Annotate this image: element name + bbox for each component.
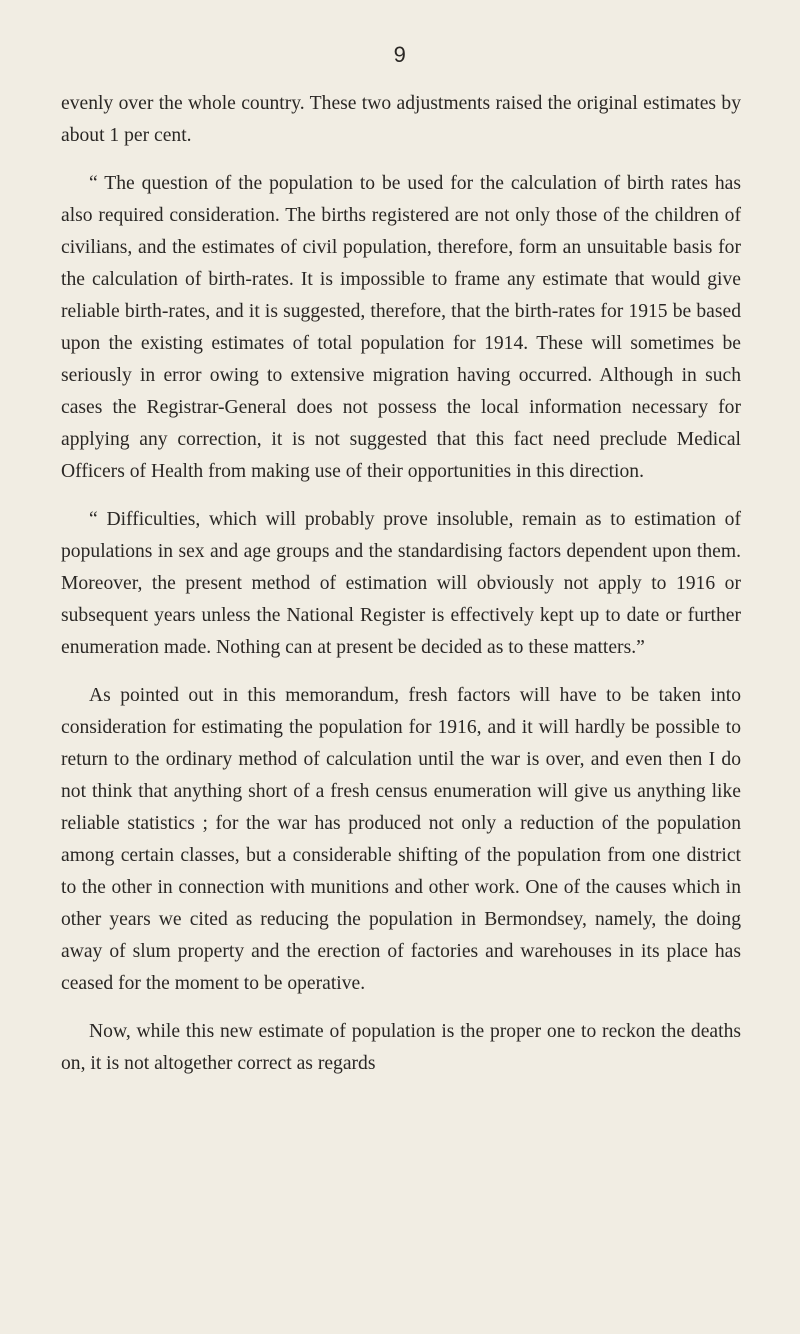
page-number: 9	[393, 42, 407, 67]
body-text	[61, 88, 741, 1096]
paragraph-difficulties: “ Difficulties, which will probably prove insoluble, remain as to estimation of populations in sex and age groups and the standardising factors dependent upon them. Moreover, the present method of estimation will obviously not apply to 1916 or subsequent years unless the National Register is effectively kept up to date or further enumeration made. Nothing can at present be decided as to these matters.”	[61, 509, 741, 658]
paragraph-birth-rate-population: “ The question of the population to be used for the calculation of birth rates has also required consideration. The births registered are not only those of the children of civilians, and the estimates of civil population, therefore, form an unsuitable basis for the calculation of birth-rates. It is impossible to frame any estimate that would give reliable birth-rates, and it is suggested, therefore, that the birth-rates for 1915 be based upon the existing estimates of total population for 1914. These will sometimes be seriously in error owing to extensive migration having occurred. Although in such cases the Registrar-General does not possess the local information necessary for applying any correction, it is not suggested that this fact need preclude Medical Officers of Health from making use of their opportunities in this direction.	[61, 173, 741, 482]
paragraph-continuation: evenly over the whole country. These two adjustments raised the original estimates by about 1 per cent.	[61, 93, 741, 146]
paragraph-deaths-estimate: Now, while this new estimate of population is the proper one to reckon the deaths on, it is not altogether correct as regards	[61, 1021, 741, 1074]
paragraph-memorandum-factors: As pointed out in this memorandum, fresh factors will have to be taken into consideration for estimating the population for 1916, and it will hardly be possible to return to the ordinary method of calculation until the war is over, and even then I do not think that anything short of a fresh census enumeration will give us anything like reliable statistics ; for the war has produced not only a reduction of the population among certain classes, but a considerable shifting of the population from one district to the other in connection with munitions and other work. One of the causes which in other years we cited as reducing the population in Bermondsey, namely, the doing away of slum property and the erection of factories and warehouses in its place has ceased for the moment to be operative.	[61, 685, 741, 994]
